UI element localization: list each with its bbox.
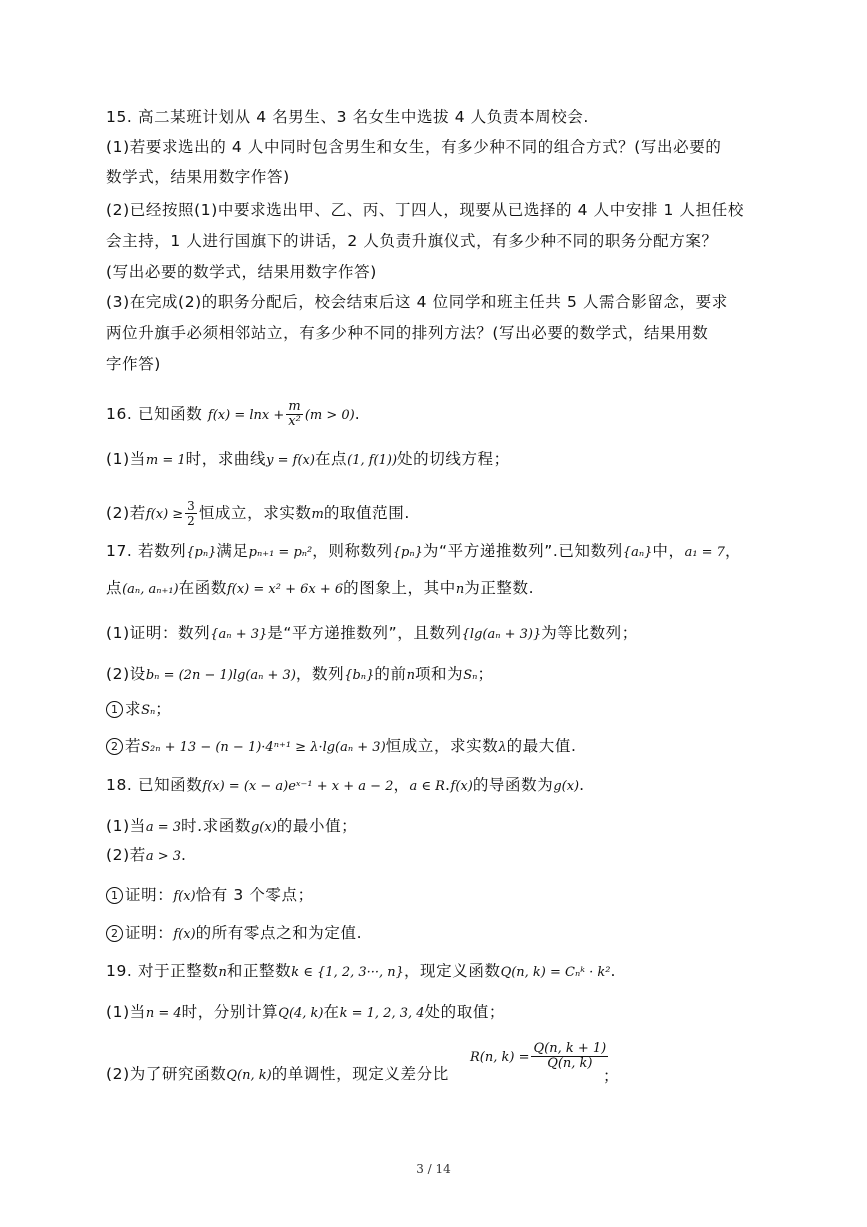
q17-line2: 点(aₙ, aₙ₊₁)在函数f(x) = x² + 6x + 6的图象上，其中n为正整数. [106, 579, 535, 597]
q16-function: f(x) = lnx + [207, 408, 285, 423]
q17-part1: (1)证明：数列{aₙ + 3}是“平方递推数列”，且数列{lg(aₙ + 3)}为等比数列； [106, 624, 638, 642]
q19-part1: (1)当n = 4时，分别计算Q(4, k)在k = 1, 2, 3, 4处的取值； [106, 1003, 506, 1021]
q15-stem: 15. 高二某班计划从 4 名男生、3 名女生中选拔 4 人负责本周校会. [106, 108, 589, 126]
q15-part2-line1: (2)已经按照(1)中要求选出甲、乙、丙、丁四人，现要从已选择的 4 人中安排 1 人担任校 [106, 201, 744, 219]
q15-part2-line2: 会主持，1 人进行国旗下的讲话，2 人负责升旗仪式，有多少种不同的职务分配方案？ [106, 232, 718, 250]
q16-part1: (1)当m = 1时，求曲线y = f(x)在点(1, f(1))处的切线方程； [106, 450, 510, 468]
circled-number-1: 1 [106, 887, 123, 904]
q16-stem-text: 16. 已知函数 [106, 405, 203, 423]
circled-number-1: 1 [106, 701, 123, 718]
q15-part2-line3: (写出必要的数学式，结果用数字作答) [106, 263, 377, 281]
q15-part3-line2: 两位升旗手必须相邻站立，有多少种不同的排列方法？(写出必要的数学式，结果用数 [106, 324, 709, 342]
q16-fraction-3-2: $\frac{3}{2}$ [187, 499, 195, 528]
q16-stem: 16. 已知函数 f(x) = lnx + $\frac{m}{\text{x²}}$ (m > 0). [106, 399, 361, 429]
q15-part3-line1: (3)在完成(2)的职务分配后，校会结束后这 4 位同学和班主任共 5 人需合影留念，要求 [106, 293, 728, 311]
q19-stem: 19. 对于正整数n和正整数k ∈ {1, 2, 3···, n}，现定义函数Q(n, k) = Cₙᵏ · k². [106, 962, 617, 980]
q19-ratio-fraction: $\frac{Q(n, k + 1)}{Q(n, k)}$ [533, 1041, 607, 1071]
circled-number-2: 2 [106, 925, 123, 942]
q18-sub1: 1 证明：f(x)恰有 3 个零点； [106, 885, 314, 907]
q17-line1: 17. 若数列{pₙ}满足pₙ₊₁ = pₙ²，则称数列{pₙ}为“平方递推数列”.已知数列{aₙ}中，a₁ = 7， [106, 542, 742, 560]
q18-stem: 18. 已知函数f(x) = (x − a)eˣ⁻¹ + x + a − 2，a ∈ R.f(x)的导函数为g(x). [106, 776, 585, 794]
q16-fraction: $\frac{m}{\text{x²}}$ [288, 399, 301, 429]
q19-difference-ratio: R(n, k) = $\frac{Q(n, k + 1)}{Q(n, k)}$ [470, 1041, 607, 1071]
q17-part2: (2)设bₙ = (2n − 1)lg(aₙ + 3)，数列{bₙ}的前n项和为Sₙ； [106, 665, 494, 683]
q15-part1-line2: 数学式，结果用数字作答) [106, 168, 290, 186]
page-number: 3 / 14 [416, 1162, 451, 1176]
q16-condition: (m > 0) [304, 408, 355, 423]
q16-part2: (2)若f(x) ≥ $\frac{3}{2}$ 恒成立，求实数m的取值范围. [106, 499, 410, 528]
q18-part2: (2)若a > 3. [106, 846, 187, 864]
q15-part3-line3: 字作答) [106, 355, 161, 373]
q18-sub2: 2 证明：f(x)的所有零点之和为定值. [106, 923, 362, 945]
q17-sub1: 1 求Sₙ； [106, 699, 171, 721]
q15-part1-line1: (1)若要求选出的 4 人中同时包含男生和女生，有多少种不同的组合方式？(写出必要的 [106, 138, 722, 156]
q17-sub2: 2 若S₂ₙ + 13 − (n − 1)·4ⁿ⁺¹ ≥ λ·lg(aₙ + 3)恒成立，求实数λ的最大值. [106, 736, 577, 758]
circled-number-2: 2 [106, 738, 123, 755]
q19-part2-end: ； [603, 1067, 620, 1085]
q19-part2: (2)为了研究函数Q(n, k)的单调性，现定义差分比 [106, 1065, 449, 1083]
q18-part1: (1)当a = 3时.求函数g(x)的最小值； [106, 817, 358, 835]
